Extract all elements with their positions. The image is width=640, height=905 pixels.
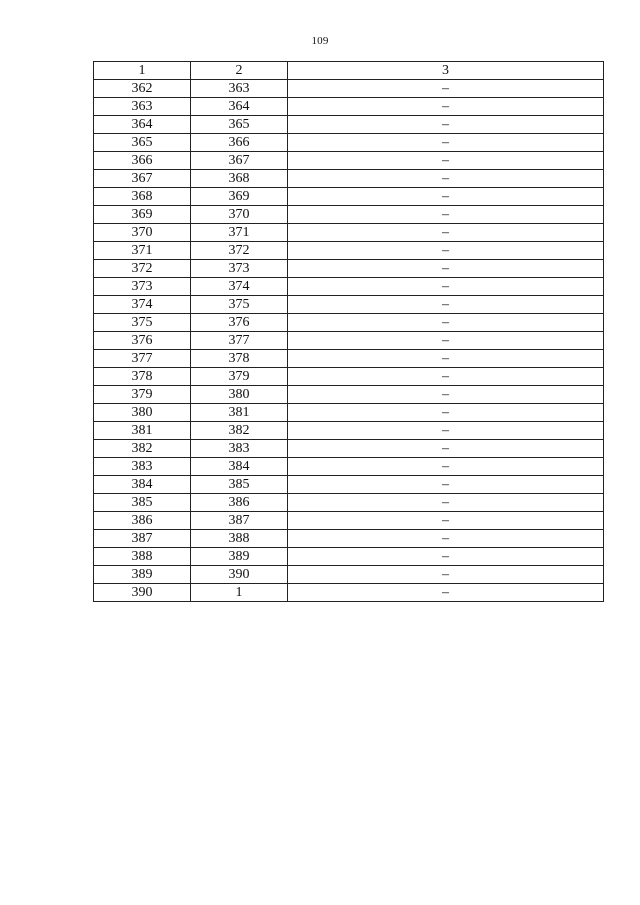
table-row <box>94 314 604 332</box>
table-cell-col-2: 376 <box>191 314 288 332</box>
table-cell-col-3: – <box>288 116 604 134</box>
table-cell-col-2: 1 <box>191 584 288 602</box>
table-cell-col-1: 365 <box>94 134 191 152</box>
table-cell-col-1: 373 <box>94 278 191 296</box>
table-cell-col-1: 385 <box>94 494 191 512</box>
table-cell-col-1: 377 <box>94 350 191 368</box>
data-table <box>93 61 604 602</box>
table-cell-col-1: 371 <box>94 242 191 260</box>
table-row <box>94 422 604 440</box>
table-row <box>94 332 604 350</box>
table-cell-col-3: – <box>288 278 604 296</box>
table-cell-col-1: 364 <box>94 116 191 134</box>
table-cell-col-1: 383 <box>94 458 191 476</box>
column-header-3: 3 <box>288 62 604 80</box>
table-row <box>94 494 604 512</box>
table-cell-col-2: 387 <box>191 512 288 530</box>
table-cell-col-1: 375 <box>94 314 191 332</box>
table-row <box>94 530 604 548</box>
table-row <box>94 170 604 188</box>
table-row <box>94 368 604 386</box>
table-row <box>94 116 604 134</box>
table-cell-col-3: – <box>288 530 604 548</box>
table-cell-col-2: 384 <box>191 458 288 476</box>
table-row <box>94 584 604 602</box>
table-cell-col-2: 385 <box>191 476 288 494</box>
table-cell-col-2: 383 <box>191 440 288 458</box>
table-cell-col-3: – <box>288 548 604 566</box>
table-cell-col-1: 367 <box>94 170 191 188</box>
table-cell-col-2: 367 <box>191 152 288 170</box>
table-cell-col-1: 379 <box>94 386 191 404</box>
table-cell-col-2: 379 <box>191 368 288 386</box>
table-cell-col-1: 382 <box>94 440 191 458</box>
table-cell-col-1: 376 <box>94 332 191 350</box>
table-cell-col-1: 386 <box>94 512 191 530</box>
table-cell-col-3: – <box>288 170 604 188</box>
table-cell-col-1: 380 <box>94 404 191 422</box>
table-cell-col-3: – <box>288 440 604 458</box>
table-cell-col-1: 370 <box>94 224 191 242</box>
table-cell-col-2: 388 <box>191 530 288 548</box>
table-body <box>94 80 604 602</box>
table-row <box>94 206 604 224</box>
table-row <box>94 242 604 260</box>
table-cell-col-2: 378 <box>191 350 288 368</box>
table-cell-col-3: – <box>288 296 604 314</box>
table-cell-col-3: – <box>288 224 604 242</box>
table-cell-col-1: 378 <box>94 368 191 386</box>
table-cell-col-1: 369 <box>94 206 191 224</box>
table-cell-col-2: 365 <box>191 116 288 134</box>
table-cell-col-3: – <box>288 476 604 494</box>
table-row <box>94 188 604 206</box>
table-cell-col-1: 388 <box>94 548 191 566</box>
table-cell-col-3: – <box>288 512 604 530</box>
table-cell-col-2: 369 <box>191 188 288 206</box>
table-cell-col-3: – <box>288 350 604 368</box>
table-cell-col-2: 368 <box>191 170 288 188</box>
table-cell-col-3: – <box>288 98 604 116</box>
table-cell-col-3: – <box>288 188 604 206</box>
header-row <box>94 62 604 80</box>
table-row <box>94 80 604 98</box>
table-row <box>94 260 604 278</box>
table-row <box>94 296 604 314</box>
table-cell-col-1: 362 <box>94 80 191 98</box>
table-cell-col-2: 390 <box>191 566 288 584</box>
table-cell-col-3: – <box>288 422 604 440</box>
table-cell-col-3: – <box>288 206 604 224</box>
table-cell-col-2: 380 <box>191 386 288 404</box>
table-cell-col-3: – <box>288 260 604 278</box>
table-cell-col-2: 381 <box>191 404 288 422</box>
table-cell-col-1: 381 <box>94 422 191 440</box>
table-row <box>94 404 604 422</box>
table-cell-col-3: – <box>288 134 604 152</box>
table-cell-col-2: 389 <box>191 548 288 566</box>
table-cell-col-3: – <box>288 566 604 584</box>
table-cell-col-1: 372 <box>94 260 191 278</box>
table-cell-col-2: 374 <box>191 278 288 296</box>
table-cell-col-3: – <box>288 152 604 170</box>
table-cell-col-3: – <box>288 80 604 98</box>
table-cell-col-1: 384 <box>94 476 191 494</box>
table-cell-col-2: 366 <box>191 134 288 152</box>
table-cell-col-2: 372 <box>191 242 288 260</box>
table-cell-col-1: 389 <box>94 566 191 584</box>
table-cell-col-1: 374 <box>94 296 191 314</box>
table-cell-col-1: 387 <box>94 530 191 548</box>
table-cell-col-2: 371 <box>191 224 288 242</box>
table-cell-col-3: – <box>288 368 604 386</box>
table-cell-col-3: – <box>288 386 604 404</box>
table-cell-col-3: – <box>288 458 604 476</box>
column-header-2: 2 <box>191 62 288 80</box>
table-cell-col-1: 363 <box>94 98 191 116</box>
table-cell-col-2: 364 <box>191 98 288 116</box>
table-cell-col-1: 368 <box>94 188 191 206</box>
column-header-1: 1 <box>94 62 191 80</box>
table-header <box>94 62 604 80</box>
table-cell-col-1: 390 <box>94 584 191 602</box>
table-row <box>94 458 604 476</box>
table-cell-col-3: – <box>288 242 604 260</box>
table-row <box>94 476 604 494</box>
table-row <box>94 98 604 116</box>
table-cell-col-1: 366 <box>94 152 191 170</box>
table-cell-col-2: 370 <box>191 206 288 224</box>
table-row <box>94 440 604 458</box>
table-cell-col-2: 363 <box>191 80 288 98</box>
table-cell-col-3: – <box>288 584 604 602</box>
table-cell-col-3: – <box>288 494 604 512</box>
table-cell-col-3: – <box>288 314 604 332</box>
table-row <box>94 152 604 170</box>
table-row <box>94 278 604 296</box>
page-number: 109 <box>311 35 329 47</box>
table-row <box>94 224 604 242</box>
table-cell-col-2: 382 <box>191 422 288 440</box>
table-cell-col-2: 377 <box>191 332 288 350</box>
table-cell-col-2: 373 <box>191 260 288 278</box>
table-row <box>94 134 604 152</box>
table-row <box>94 386 604 404</box>
table-cell-col-3: – <box>288 332 604 350</box>
table-row <box>94 512 604 530</box>
table-row <box>94 566 604 584</box>
table-cell-col-2: 386 <box>191 494 288 512</box>
table-cell-col-3: – <box>288 404 604 422</box>
table-row <box>94 350 604 368</box>
table-row <box>94 548 604 566</box>
table-cell-col-2: 375 <box>191 296 288 314</box>
